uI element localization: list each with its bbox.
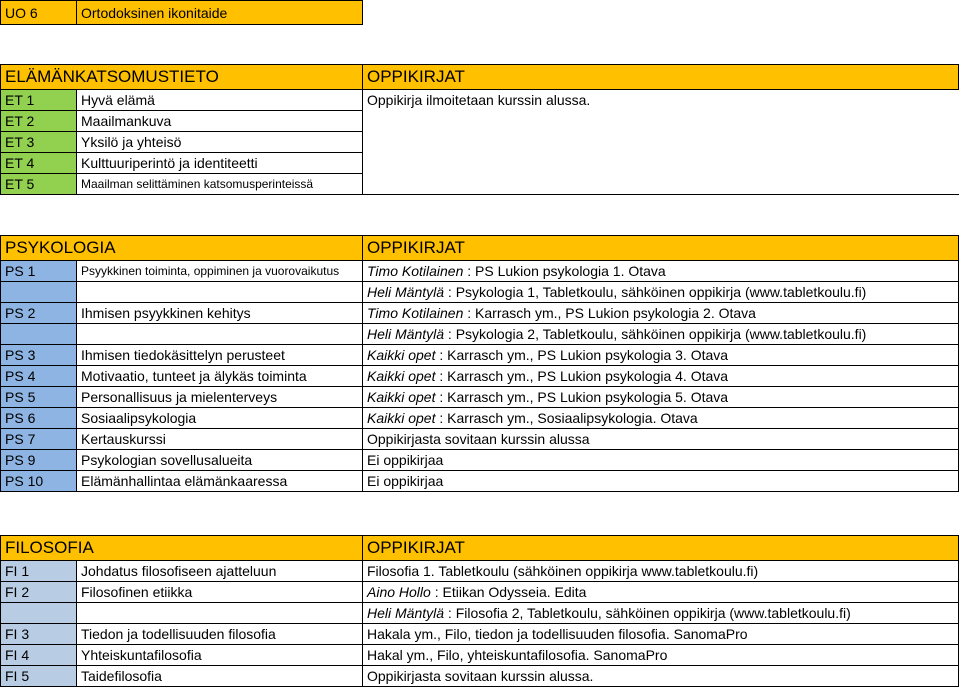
course-code: PS 1 — [1, 261, 77, 282]
table-row — [1, 303, 959, 324]
course-code: PS 6 — [1, 408, 77, 429]
table-row — [1, 261, 959, 282]
book-title: Hakal ym., Filo, yhteiskuntafilosofia. SanomaPro — [367, 647, 668, 663]
course-code — [1, 324, 77, 345]
course-title: Psykologian sovellusalueita — [77, 450, 363, 471]
course-title: Psyykkinen toiminta, oppiminen ja vuorovaikutus — [77, 261, 363, 282]
course-code: PS 2 — [1, 303, 77, 324]
section-title: FILOSOFIA — [1, 536, 363, 561]
book-title: : Karrasch ym., PS Lukion psykologia 2. Otava — [463, 305, 756, 321]
course-title: Motivaatio, tunteet ja älykäs toiminta — [77, 366, 363, 387]
table-row — [1, 111, 959, 132]
table-row — [1, 366, 959, 387]
course-title: Personallisuus ja mielenterveys — [77, 387, 363, 408]
table-row — [1, 603, 959, 624]
book-text — [363, 624, 959, 645]
book-author: Heli Mäntylä — [367, 326, 445, 342]
course-code: PS 4 — [1, 366, 77, 387]
et-table — [0, 64, 959, 195]
fi-table — [0, 535, 959, 687]
book-title: : Filosofia 2, Tabletkoulu, sähköinen oppikirja (www.tabletkoulu.fi) — [444, 605, 851, 621]
course-title: Kulttuuriperintö ja identiteetti — [77, 153, 363, 174]
book-author: Timo Kotilainen — [367, 263, 464, 279]
table-row — [1, 153, 959, 174]
book-text — [363, 366, 959, 387]
book-title: Oppikirjasta sovitaan kurssin alussa. — [367, 668, 594, 684]
books-heading: OPPIKIRJAT — [363, 236, 959, 261]
books-heading: OPPIKIRJAT — [363, 65, 959, 90]
book-title: : Karrasch ym., Sosiaalipsykologia. Otava — [435, 410, 698, 426]
book-title: Ei oppikirjaa — [367, 452, 444, 468]
table-row — [1, 471, 959, 492]
book-text — [363, 666, 959, 687]
book-text — [363, 408, 959, 429]
table-row — [1, 174, 959, 195]
course-code: UO 6 — [1, 1, 77, 25]
table-row — [1, 561, 959, 582]
course-title: Tiedon ja todellisuuden filosofia — [77, 624, 363, 645]
book-text — [363, 303, 959, 324]
book-author: Kaikki opet — [367, 347, 436, 363]
course-code: FI 5 — [1, 666, 77, 687]
table-row — [1, 132, 959, 153]
course-code: PS 7 — [1, 429, 77, 450]
book-text — [363, 429, 959, 450]
table-row — [1, 582, 959, 603]
table-row — [1, 429, 959, 450]
book-title: : Etiikan Odysseia. Edita — [430, 584, 587, 600]
book-text — [363, 324, 959, 345]
book-text — [363, 645, 959, 666]
book-text — [363, 582, 959, 603]
course-title: Maailmankuva — [77, 111, 363, 132]
table-row — [1, 90, 959, 111]
table-row — [1, 645, 959, 666]
table-row — [1, 345, 959, 366]
book-title: : Psykologia 1, Tabletkoulu, sähköinen oppikirja (www.tabletkoulu.fi) — [444, 284, 867, 300]
book-text — [363, 153, 959, 174]
course-code: PS 3 — [1, 345, 77, 366]
table-row — [1, 324, 959, 345]
ps-table — [0, 235, 959, 492]
course-code: ET 5 — [1, 174, 77, 195]
book-title: Oppikirjasta sovitaan kurssin alussa — [367, 431, 590, 447]
course-title: Ortodoksinen ikonitaide — [77, 1, 363, 25]
course-title: Filosofinen etiikka — [77, 582, 363, 603]
table-row — [1, 624, 959, 645]
course-title: Maailman selittäminen katsomusperinteissä — [77, 174, 363, 195]
book-text — [363, 450, 959, 471]
course-code: ET 2 — [1, 111, 77, 132]
table-row — [1, 387, 959, 408]
course-title — [77, 603, 363, 624]
course-title: Hyvä elämä — [77, 90, 363, 111]
book-author: Heli Mäntylä — [367, 605, 445, 621]
course-code: ET 3 — [1, 132, 77, 153]
course-title: Johdatus filosofiseen ajatteluun — [77, 561, 363, 582]
book-text — [363, 603, 959, 624]
book-title: : Karrasch ym., PS Lukion psykologia 3. Otava — [435, 347, 729, 363]
book-text — [363, 387, 959, 408]
table-row — [1, 408, 959, 429]
book-author: Timo Kotilainen — [367, 305, 464, 321]
table-row — [1, 1, 363, 25]
book-text — [363, 132, 959, 153]
section-title: PSYKOLOGIA — [1, 236, 363, 261]
course-title: Yksilö ja yhteisö — [77, 132, 363, 153]
section-title: ELÄMÄNKATSOMUSTIETO — [1, 65, 363, 90]
course-code: FI 2 — [1, 582, 77, 603]
book-text — [363, 174, 959, 195]
course-title: Elämänhallintaa elämänkaaressa — [77, 471, 363, 492]
book-text: Oppikirja ilmoitetaan kurssin alussa. — [363, 90, 959, 111]
book-text — [363, 111, 959, 132]
course-code: ET 1 — [1, 90, 77, 111]
course-code: FI 4 — [1, 645, 77, 666]
book-author: Heli Mäntylä — [367, 284, 445, 300]
book-text — [363, 345, 959, 366]
table-row — [1, 282, 959, 303]
book-title: Filosofia 1. Tabletkoulu (sähköinen oppikirja www.tabletkoulu.fi) — [367, 563, 759, 579]
book-author: Kaikki opet — [367, 410, 436, 426]
section-header — [1, 65, 959, 90]
book-title: : Psykologia 2, Tabletkoulu, sähköinen oppikirja (www.tabletkoulu.fi) — [444, 326, 867, 342]
course-title — [77, 324, 363, 345]
section-header — [1, 236, 959, 261]
course-code — [1, 282, 77, 303]
table-row — [1, 450, 959, 471]
table-row — [1, 666, 959, 687]
course-title: Yhteiskuntafilosofia — [77, 645, 363, 666]
course-title: Ihmisen tiedokäsittelyn perusteet — [77, 345, 363, 366]
book-author: Aino Hollo — [367, 584, 431, 600]
course-title: Sosiaalipsykologia — [77, 408, 363, 429]
book-title: : Karrasch ym., PS Lukion psykologia 4. Otava — [435, 368, 729, 384]
book-text — [363, 261, 959, 282]
course-title: Kertauskurssi — [77, 429, 363, 450]
course-code — [1, 603, 77, 624]
book-author: Kaikki opet — [367, 389, 436, 405]
course-code: PS 5 — [1, 387, 77, 408]
books-heading: OPPIKIRJAT — [363, 536, 959, 561]
book-author: Kaikki opet — [367, 368, 436, 384]
book-title: : Karrasch ym., PS Lukion psykologia 5. Otava — [435, 389, 729, 405]
course-code: PS 10 — [1, 471, 77, 492]
book-title: Ei oppikirjaa — [367, 473, 444, 489]
section-header — [1, 536, 959, 561]
course-title — [77, 282, 363, 303]
course-title: Ihmisen psyykkinen kehitys — [77, 303, 363, 324]
book-text — [363, 471, 959, 492]
course-title: Taidefilosofia — [77, 666, 363, 687]
course-code: FI 3 — [1, 624, 77, 645]
course-code: ET 4 — [1, 153, 77, 174]
course-code: FI 1 — [1, 561, 77, 582]
book-title: : PS Lukion psykologia 1. Otava — [463, 263, 666, 279]
book-text — [363, 561, 959, 582]
book-text — [363, 282, 959, 303]
book-title: Hakala ym., Filo, tiedon ja todellisuuden filosofia. SanomaPro — [367, 626, 748, 642]
uo-table — [0, 0, 363, 25]
course-code: PS 9 — [1, 450, 77, 471]
